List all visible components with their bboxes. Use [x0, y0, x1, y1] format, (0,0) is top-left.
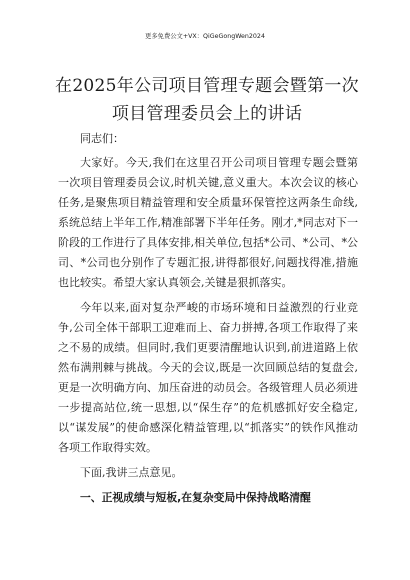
document-body — [58, 129, 358, 508]
header-note: 更多免费公文+VX：QiGeGongWen2024 — [145, 33, 265, 40]
paragraph-situation: 今年以来,面对复杂严峻的市场环境和日益激烈的行业竞争,公司全体干部职工迎难而上、奋力拼搏,各项工作取得了来之不易的成绩。但同时,我们更要清醒地认识到,前进道路上依然布满荆棘与挑战。今天的会议,既是一次回顾总结的复盘会,更是一次明确方向、加压奋进的动员会。各级管理人员必须进一步提高站位,统一思想,以“保生存”的危机感抓好安全稳定,以“谋发展”的使命感深化精益管理,以“抓落实”的铁作风推动各项工作取得实效。 — [58, 301, 358, 454]
paragraph-opening: 大家好。今天,我们在这里召开公司项目管理专题会暨第一次项目管理委员会议,时机关键,意义重大。本次会议的核心任务,是聚焦项目精益管理和安全质量环保管控这两条生命线,系统总结上半年工作,精准部署下半年任务。刚才,*同志对下一阶段的工作进行了具体安排,相关单位,包括*公司、*公司、*公司、*公司也分别作了专题汇报,讲得都很好,问题找得准,措施也比较实。希望大家认真领会,关键是狠抓落实。 — [58, 156, 358, 289]
document-title: 在2025年公司项目管理专题会暨第一次项目管理委员会上的讲话 — [55, 76, 359, 124]
section-heading-1: 一、正视成绩与短板,在复杂变局中保持战略清醒 — [80, 491, 311, 504]
paragraph-transition: 下面,我讲三点意见。 — [80, 466, 183, 479]
salutation: 同志们： — [80, 132, 124, 145]
